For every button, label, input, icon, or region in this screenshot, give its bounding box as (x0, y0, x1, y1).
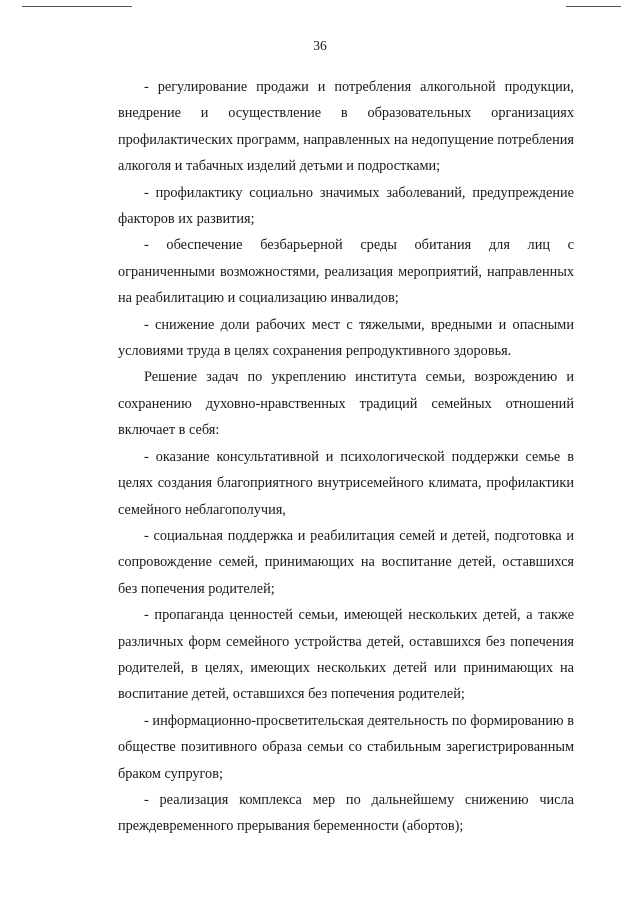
paragraph-family-values-promotion: - пропаганда ценностей семьи, имеющей нескольких детей, а также различных форм семейного устройства детей, оставшихся без попечения родителей, в целях, имеющих нескольких детей или принимающих на воспитание детей, оставшихся без попечения родителей; (118, 607, 574, 703)
paragraph-disease-prevention: - профилактику социально значимых заболеваний, предупреждение факторов их развития; (118, 184, 574, 228)
paragraph-family-institution-intro: Решение задач по укреплению института семьи, возрождению и сохранению духовно-нравственных традиций семейных отношений включает в себя: (118, 369, 574, 439)
scan-edge-line-left (22, 6, 132, 7)
paragraph-consultative-support: - оказание консультативной и психологической поддержки семье в целях создания благоприятного внутрисемейного климата, профилактики семейного неблагополучия, (118, 448, 574, 518)
paragraph-workplace-conditions: - снижение доли рабочих мест с тяжелыми, вредными и опасными условиями труда в целях сохранения репродуктивного здоровья. (118, 316, 574, 360)
page-number: 36 (313, 38, 327, 53)
paragraph-social-support: - социальная поддержка и реабилитация семей и детей, подготовка и сопровождение семей, принимающих на воспитание детей, оставшихся без попечения родителей; (118, 527, 574, 597)
document-body (118, 74, 574, 840)
paragraph-information-activity: - информационно-просветительская деятельность по формированию в обществе позитивного образа семьи со стабильным зарегистрированным браком супругов; (118, 712, 574, 782)
paragraph-barrier-free-environment: - обеспечение безбарьерной среды обитания для лиц с ограниченными возможностями, реализация мероприятий, направленных на реабилитацию и социализацию инвалидов; (118, 237, 574, 307)
paragraph-alcohol-regulation: - регулирование продажи и потребления алкогольной продукции, внедрение и осуществление в образовательных организациях профилактических программ, направленных на недопущение потребления алкоголя и табачных изделий детьми и подростками; (118, 79, 574, 175)
paragraph-abortion-reduction: - реализация комплекса мер по дальнейшему снижению числа преждевременного прерывания беременности (абортов); (118, 791, 574, 835)
scan-edge-line-right (566, 6, 621, 7)
